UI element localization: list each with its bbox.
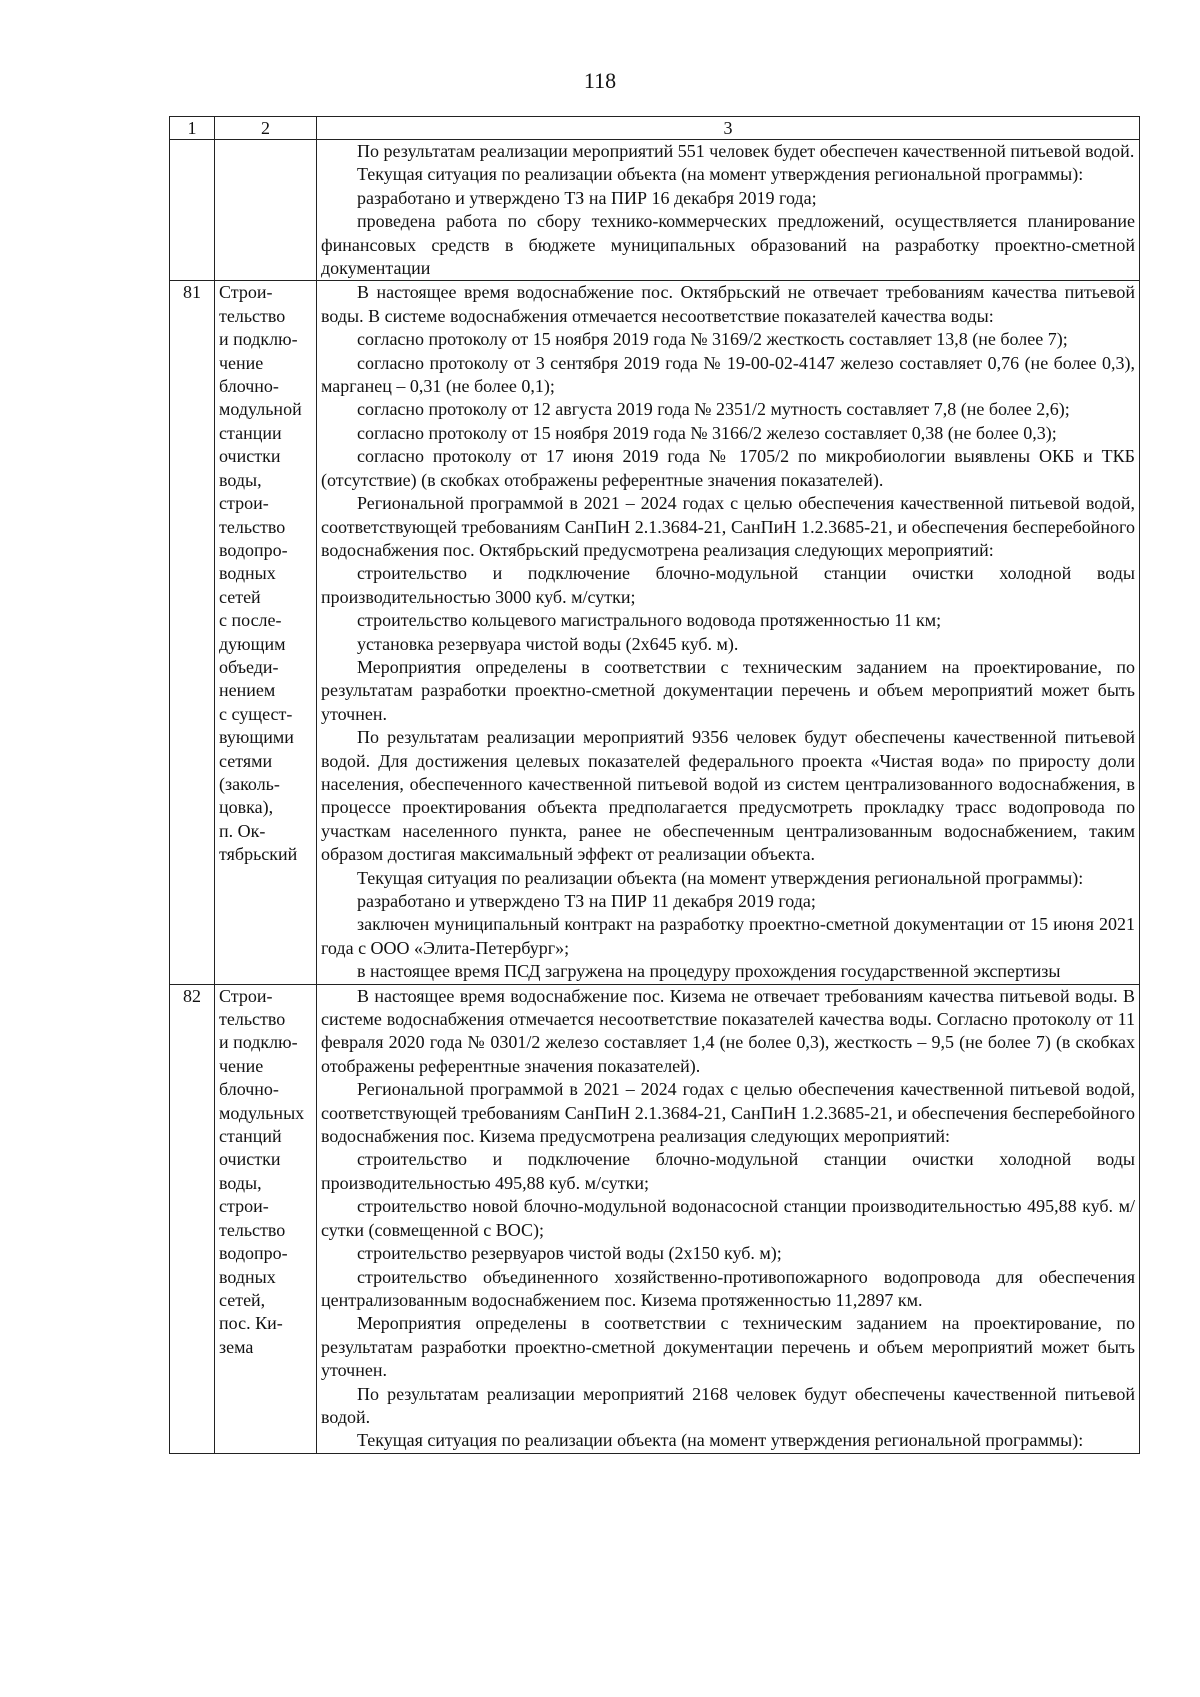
paragraph: согласно протоколу от 12 августа 2019 года № 2351/2 мутность составляет 7,8 (не более 2,6); bbox=[357, 399, 1070, 420]
paragraph: По результатам реализации мероприятий 551 человек будет обеспечен качественной питьевой водой. bbox=[357, 141, 1135, 161]
paragraph: Текущая ситуация по реализации объекта (на момент утверждения региональной программы): bbox=[357, 1430, 1084, 1451]
paragraph: разработано и утверждено ТЗ на ПИР 16 декабря 2019 года; bbox=[357, 187, 817, 208]
paragraph: согласно протоколу от 17 июня 2019 года № 1705/2 по микробиологии выявлены ОКБ и ТКБ (отсутствие) (в скобках отображены референтные значения показателей). bbox=[321, 446, 1135, 490]
object-name: Строи- тельство и подклю- чение блочно- модульных станций очистки воды, строи- тельство водопро- водных сетей, пос. Ки- зема bbox=[215, 984, 317, 1453]
table-row bbox=[170, 281, 1140, 984]
paragraph: согласно протоколу от 3 сентября 2019 года № 19-00-02-4147 железо составляет 0,76 (не более 0,3), марганец – 0,31 (не более 0,1); bbox=[321, 352, 1135, 397]
paragraph: Мероприятия определены в соответствии с техническим заданием на проектирование, по результатам разработки проектно-сметной документации перечень и объем мероприятий может быть уточнен. bbox=[321, 1313, 1135, 1381]
program-table bbox=[169, 116, 1140, 1454]
paragraph: Региональной программой в 2021 – 2024 годах с целью обеспечения качественной питьевой водой, соответствующей требованиям СанПиН 2.1.3684-21, СанПиН 1.2.3685-21, и обеспечения бесперебойного водоснабжения пос. Октябрьский предусмотрена реализация следующих мероприятий: bbox=[321, 493, 1135, 560]
paragraph: согласно протоколу от 15 ноября 2019 года № 3166/2 железо составляет 0,38 (не более 0,3); bbox=[357, 422, 1057, 443]
table-row bbox=[170, 140, 1140, 281]
paragraph: Мероприятия определены в соответствии с техническим заданием на проектирование, по результатам разработки проектно-сметной документации перечень и объем мероприятий может быть уточнен. bbox=[321, 656, 1135, 724]
table-header-row bbox=[170, 117, 1140, 140]
paragraph: строительство и подключение блочно-модульной станции очистки холодной воды производительностью 495,88 куб. м/сутки; bbox=[321, 1149, 1135, 1193]
paragraph: проведена работа по сбору технико-коммерческих предложений, осуществляется планирование финансовых средств в бюджете муниципальных образований на разработку проектно-сметной документации bbox=[321, 211, 1135, 279]
page-number: 118 bbox=[583, 68, 617, 93]
paragraph: По результатам реализации мероприятий 9356 человек будут обеспечены качественной питьевой водой. Для достижения целевых показателей федерального проекта «Чистая вода» по приросту доли населения, обеспеченного качественной питьевой водой из систем централизованного водоснабжения, в процессе проектирования объекта предполагается предусмотреть прокладку трасс водопровода по участкам населенного пункта, ранее не обеспеченным централизованным водоснабжением, таким образом достигая максимальный эффект от реализации объекта. bbox=[321, 727, 1135, 865]
paragraph: строительство новой блочно-модульной водонасосной станции производительностью 495,88 куб. м/сутки (совмещенной с ВОС); bbox=[321, 1196, 1135, 1240]
object-description bbox=[317, 984, 1140, 1453]
paragraph: заключен муниципальный контракт на разработку проектно-сметной документации от 15 июня 2021 года с ООО «Элита-Петербург»; bbox=[321, 914, 1135, 958]
paragraph: В настоящее время водоснабжение пос. Кизема не отвечает требованиям качества питьевой воды. В системе водоснабжения отмечается несоответствие показателей качества воды. Согласно протоколу от 11 февраля 2020 года № 0301/2 железо составляет 1,4 (не более 0,3), жесткость – 9,5 (не более 7) (в скобках отображены референтные значения показателей). bbox=[321, 985, 1135, 1076]
paragraph: Текущая ситуация по реализации объекта (на момент утверждения региональной программы): bbox=[357, 867, 1084, 888]
header-cell: 1 bbox=[170, 117, 215, 140]
table-row bbox=[170, 984, 1140, 1453]
paragraph: строительство резервуаров чистой воды (2х150 куб. м); bbox=[357, 1243, 782, 1264]
row-number bbox=[170, 140, 215, 281]
paragraph: установка резервуара чистой воды (2х645 куб. м). bbox=[357, 633, 739, 654]
paragraph: строительство объединенного хозяйственно-противопожарного водопровода для обеспечения централизованным водоснабжением пос. Кизема протяженностью 11,2897 км. bbox=[321, 1266, 1135, 1310]
paragraph: Текущая ситуация по реализации объекта (на момент утверждения региональной программы): bbox=[357, 164, 1084, 185]
paragraph: строительство и подключение блочно-модульной станции очистки холодной воды производительностью 3000 куб. м/сутки; bbox=[321, 563, 1135, 607]
paragraph: в настоящее время ПСД загружена на процедуру прохождения государственной экспертизы bbox=[357, 961, 1061, 982]
object-description bbox=[317, 140, 1140, 281]
paragraph: строительство кольцевого магистрального водовода протяженностью 11 км; bbox=[357, 610, 942, 631]
object-name: Строи- тельство и подклю- чение блочно- модульной станции очистки воды, строи- тельство водопро- водных сетей с после- дующим объеди- нением с сущест- вующими сетями (заколь- цовка), п. Ок- тябрьский bbox=[215, 281, 317, 984]
paragraph: В настоящее время водоснабжение пос. Октябрьский не отвечает требованиям качества питьевой воды. В системе водоснабжения отмечается несоответствие показателей качества воды: bbox=[321, 282, 1135, 326]
object-description bbox=[317, 281, 1140, 984]
paragraph: Региональной программой в 2021 – 2024 годах с целью обеспечения качественной питьевой водой, соответствующей требованиям СанПиН 2.1.3684-21, СанПиН 1.2.3685-21, и обеспечения бесперебойного водоснабжения пос. Кизема предусмотрена реализация следующих мероприятий: bbox=[321, 1079, 1135, 1147]
object-name bbox=[215, 140, 317, 281]
header-cell: 2 bbox=[215, 117, 317, 140]
row-number: 81 bbox=[170, 281, 215, 984]
paragraph: разработано и утверждено ТЗ на ПИР 11 декабря 2019 года; bbox=[357, 891, 816, 911]
paragraph: согласно протоколу от 15 ноября 2019 года № 3169/2 жесткость составляет 13,8 (не более 7); bbox=[357, 329, 1068, 350]
row-number: 82 bbox=[170, 984, 215, 1453]
paragraph: По результатам реализации мероприятий 2168 человек будут обеспечены качественной питьевой водой. bbox=[321, 1383, 1135, 1427]
header-cell: 3 bbox=[317, 117, 1140, 140]
